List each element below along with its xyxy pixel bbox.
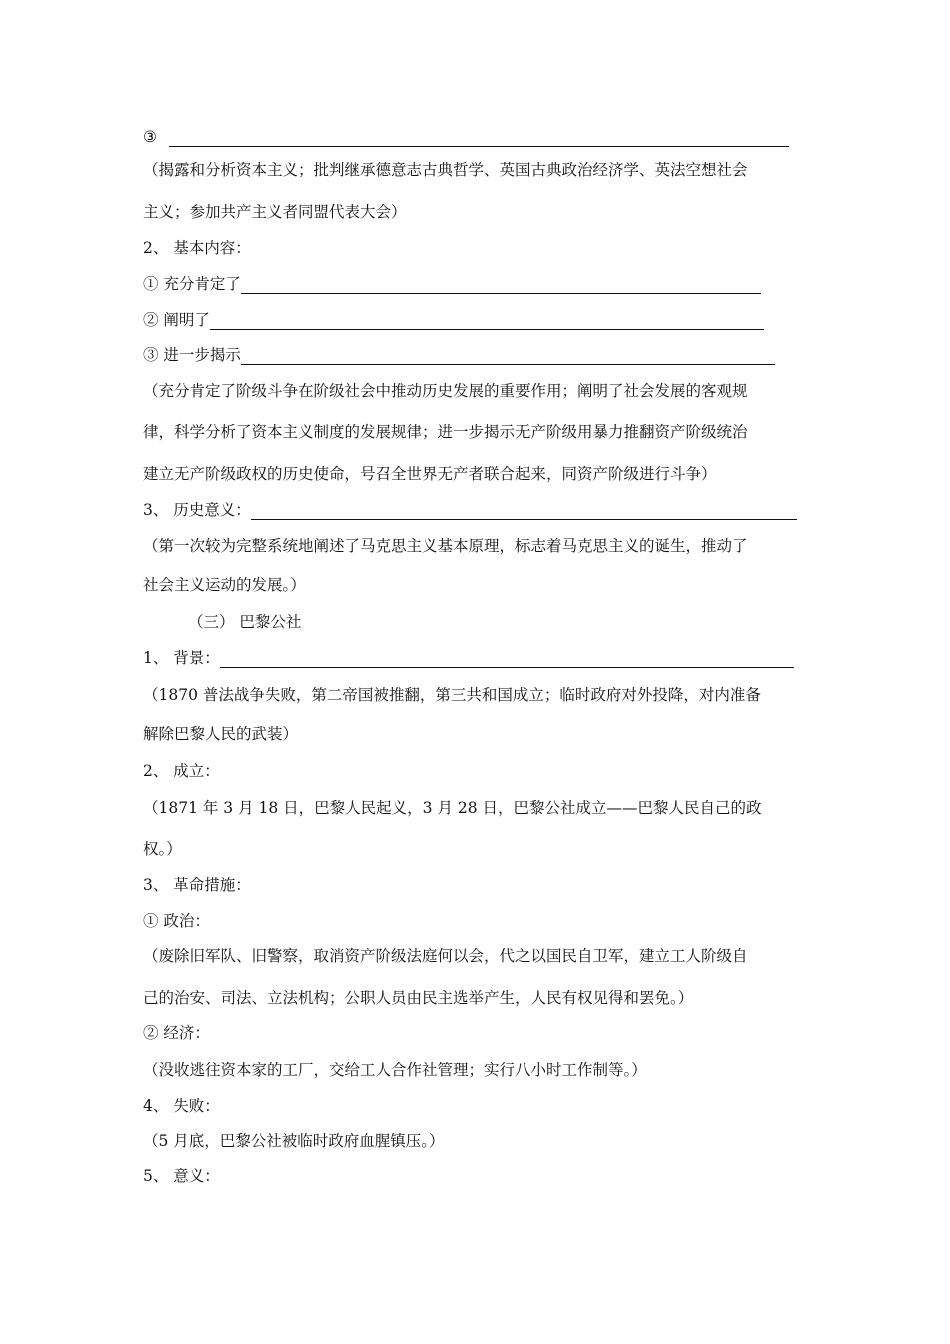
answer-text: （第一次较为完整系统地阐述了马克思主义基本原理，标志着马克思主义的诞生，推动了 [143,537,748,555]
answer-text: 律，科学分析了资本主义制度的发展规律；进一步揭示无产阶级用暴力推翻资产阶级统治 [143,423,748,441]
fill-in-blank[interactable] [220,649,794,668]
answer-text: （废除旧军队、旧警察，取消资产阶级法庭何以会，代之以国民自卫军，建立工人阶级自 [143,947,748,965]
answer-text: 建立无产阶级政权的历史使命，号召全世界无产者联合起来，同资产阶级进行斗争） [143,465,717,483]
answer-text: （揭露和分析资本主义；批判继承德意志古典哲学、英国古典政治经济学、英法空想社会 [143,161,748,179]
circled-number-3: ③ [143,128,157,146]
subsection-heading: ② 经济： [143,1024,210,1042]
answer-text: 己的治安、司法、立法机构；公职人员由民主选举产生，人民有权见得和罢免。） [143,989,694,1007]
section-heading: 2、 基本内容： [143,239,251,257]
background-line [143,648,794,668]
historical-significance-line [143,500,797,520]
item-label: 3、 历史意义： [143,501,251,519]
section-title: （三） 巴黎公社 [188,613,302,631]
item-label: ① 充分肯定了 [143,275,241,293]
item-1-line [143,274,761,294]
item-2-line [143,310,764,330]
item-label: ② 阐明了 [143,311,210,329]
answer-text: 主义；参加共产主义者同盟代表大会） [143,203,407,221]
section-heading: 2、 成立： [143,762,220,780]
item-3-line [143,127,789,147]
answer-text: （1870 普法战争失败，第二帝国被推翻，第三共和国成立；临时政府对外投降，对内准备 [143,686,761,704]
item-label: 1、 背景： [143,649,220,667]
section-heading: 5、 意义： [143,1167,220,1185]
item-3-line [143,345,775,365]
answer-text: 权。） [143,840,182,858]
answer-text: （5 月底，巴黎公社被临时政府血腥镇压。） [143,1132,445,1150]
answer-text: （充分肯定了阶级斗争在阶级社会中推动历史发展的重要作用；阐明了社会发展的客观规 [143,382,748,400]
section-heading: 3、 革命措施： [143,876,251,894]
answer-text: 解除巴黎人民的武装） [143,725,299,743]
answer-text: 社会主义运动的发展。） [143,576,306,594]
answer-text: （没收逃往资本家的工厂，交给工人合作社管理；实行八小时工作制等。） [143,1061,647,1079]
subsection-heading: ① 政治： [143,912,210,930]
fill-in-blank[interactable] [241,275,761,294]
fill-in-blank[interactable] [241,346,775,365]
fill-in-blank[interactable] [251,501,797,520]
answer-text: （1871 年 3 月 18 日，巴黎人民起义，3 月 28 日，巴黎公社成立——巴黎人民自己的政 [143,799,762,817]
fill-in-blank[interactable] [169,128,789,147]
fill-in-blank[interactable] [210,311,764,330]
item-label: ③ 进一步揭示 [143,346,241,364]
section-heading: 4、 失败： [143,1097,220,1115]
